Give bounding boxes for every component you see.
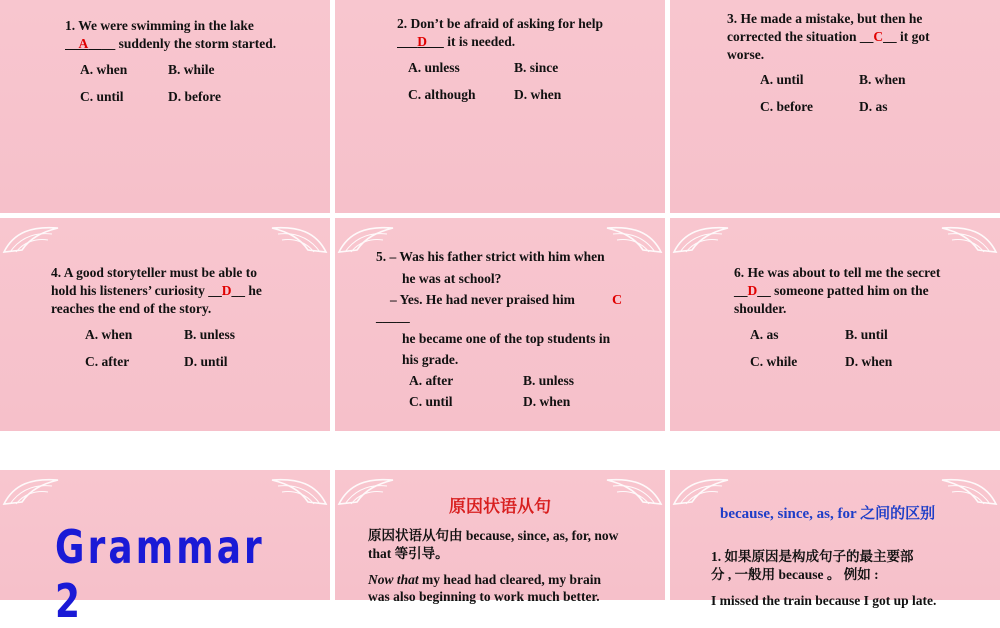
option-b: B. until: [845, 327, 888, 342]
paragraph-1-line-1: 原因状语从句由 because, since, as, for, now: [368, 528, 619, 543]
question-5-line-2: he was at school?: [402, 271, 502, 286]
slide-thumbnail-9[interactable]: [670, 470, 1000, 608]
wing-ornament-left-icon: [2, 222, 62, 258]
question-5-line-3: – Yes. He had never praised him: [390, 292, 575, 307]
question-text-rest: it is needed.: [443, 34, 516, 49]
wing-ornament-right-icon: [603, 222, 663, 258]
question-1: [65, 17, 276, 53]
option-a: A. until: [760, 72, 804, 87]
option-b: B. since: [514, 60, 559, 75]
option-b: B. when: [859, 72, 906, 87]
question-text-post: __ he: [231, 283, 262, 298]
answer-mark: C: [873, 29, 884, 44]
slide-title: because, since, as, for 之间的区别: [720, 506, 936, 522]
question-text-rest: __ suddenly the storm started.: [101, 36, 277, 51]
slide-thumbnail-6[interactable]: [670, 218, 1000, 431]
italic-phrase: Now that: [368, 572, 419, 587]
question-line-3: reaches the end of the story.: [51, 301, 212, 316]
option-a: A. when: [85, 327, 133, 342]
question-5-line-1: 5. – Was his father strict with him when: [376, 249, 605, 264]
option-d: D. before: [168, 89, 221, 104]
paragraph-1-line-2: 分 , 一般用 because 。 例如 :: [711, 567, 879, 582]
option-d: D. when: [845, 354, 893, 369]
question-text: 4. A good storyteller must be able to: [51, 265, 257, 280]
slide-thumbnail-1[interactable]: [0, 0, 330, 213]
option-d: D. as: [859, 99, 888, 114]
question-text: 2. Don’t be afraid of asking for help: [397, 16, 604, 31]
option-c: C. before: [760, 99, 813, 114]
wing-ornament-right-icon: [938, 222, 998, 258]
question-3: [727, 10, 930, 64]
option-c: C. while: [750, 354, 798, 369]
question-6: [734, 264, 940, 318]
answer-mark: A: [78, 36, 89, 51]
question-text-pre: hold his listeners’ curiosity __: [51, 283, 222, 298]
answer-mark: D: [747, 283, 758, 298]
question-line-2: [51, 282, 262, 300]
slide-thumbnail-3[interactable]: [670, 0, 1000, 213]
answer-mark: C: [612, 293, 623, 308]
slide-thumbnail-8[interactable]: [335, 470, 665, 604]
wing-ornament-right-icon: [268, 222, 328, 258]
slide-title: 原因状语从句: [449, 497, 551, 517]
paragraph-1-line-2: that 等引导。: [368, 546, 449, 561]
question-text: 6. He was about to tell me the secret: [734, 265, 941, 280]
option-b: B. while: [168, 62, 215, 77]
option-d: D. when: [523, 394, 571, 409]
question-4: [51, 264, 262, 318]
option-d: D. when: [514, 87, 562, 102]
question-line-2: [397, 33, 603, 51]
question-line-3: worse.: [727, 47, 765, 62]
option-d: D. until: [184, 354, 228, 369]
wing-ornament-left-icon: [2, 474, 62, 510]
slide-thumbnail-4[interactable]: [0, 218, 330, 431]
slide-thumbnail-2[interactable]: [335, 0, 665, 213]
slide-thumbnail-7[interactable]: [0, 470, 330, 628]
option-a: A. as: [750, 327, 779, 342]
option-c: C. after: [85, 354, 130, 369]
paragraph-2-line-1: I missed the train because I got up late.: [711, 593, 937, 608]
wing-ornament-left-icon: [337, 474, 397, 510]
option-b: B. unless: [523, 373, 575, 388]
paragraph-1-line-1: 1. 如果原因是构成句子的最主要部: [711, 549, 914, 564]
slide-thumbnail-5[interactable]: [335, 218, 665, 431]
question-text-pre: __: [734, 283, 748, 298]
answer-mark: D: [221, 283, 232, 298]
question-5-line-6: his grade.: [402, 352, 459, 367]
question-line-2: [727, 28, 930, 46]
option-c: C. until: [80, 89, 124, 104]
question-line-2: [65, 35, 276, 53]
paragraph-2-rest: my head had cleared, my brain: [418, 572, 602, 587]
answer-mark: D: [417, 34, 427, 49]
question-line-3: shoulder.: [734, 301, 787, 316]
slide-title-grammar: Grammar 2: [55, 520, 265, 628]
question-text-post: __ it got: [883, 29, 930, 44]
question-5-blank: _____: [376, 309, 410, 324]
question-text: 3. He made a mistake, but then he: [727, 11, 923, 26]
question-text: 1. We were swimming in the lake: [65, 18, 254, 33]
question-5-line-5: he became one of the top students in: [402, 331, 611, 346]
question-line-2: [734, 282, 940, 300]
wing-ornament-right-icon: [938, 474, 998, 510]
wing-ornament-right-icon: [603, 474, 663, 510]
question-2: [397, 15, 603, 51]
option-c: C. although: [408, 87, 476, 102]
paragraph-2-line-1: [368, 571, 601, 589]
wing-ornament-right-icon: [268, 474, 328, 510]
option-a: A. unless: [408, 60, 460, 75]
question-text-pre: corrected the situation __: [727, 29, 874, 44]
option-a: A. when: [80, 62, 128, 77]
option-b: B. unless: [184, 327, 236, 342]
wing-ornament-left-icon: [672, 222, 732, 258]
option-c: C. until: [409, 394, 453, 409]
question-text-post: __ someone patted him on the: [757, 283, 929, 298]
option-a: A. after: [409, 373, 454, 388]
paragraph-2-line-2: was also beginning to work much better.: [368, 589, 600, 604]
